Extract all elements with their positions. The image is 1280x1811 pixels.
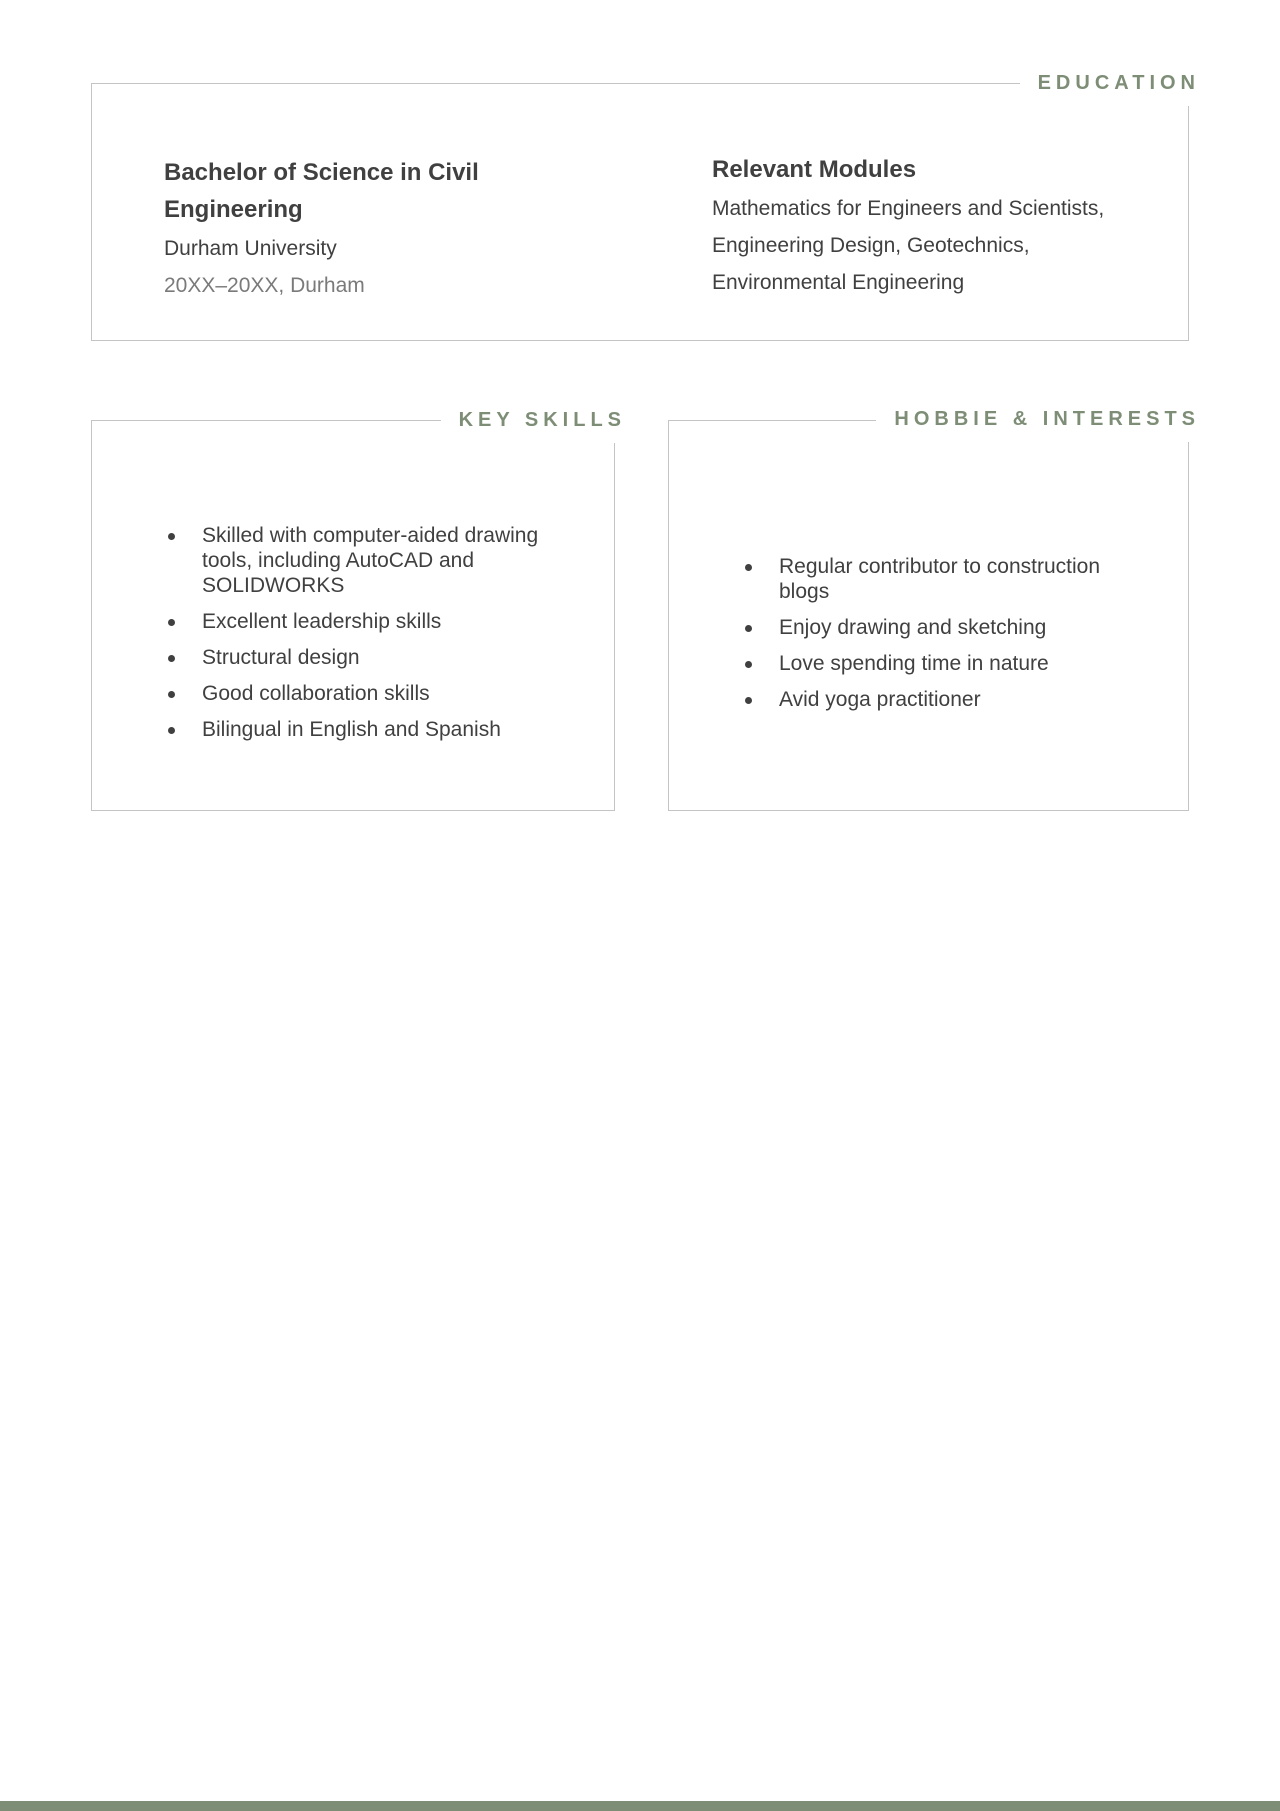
key-skills-heading: KEY SKILLS (441, 409, 626, 443)
key-skills-section (91, 409, 626, 811)
degree-block (164, 156, 544, 304)
degree-title-line-2: Engineering (164, 196, 303, 223)
list-item: Regular contributor to construction blogs (741, 554, 1141, 604)
list-item: Avid yoga practitioner (741, 687, 1141, 712)
list-item: Bilingual in English and Spanish (164, 717, 574, 742)
hobbies-list (741, 554, 1141, 723)
modules-line-3: Environmental Engineering (712, 271, 965, 294)
modules-line-1: Mathematics for Engineers and Scientists, (712, 197, 1105, 220)
list-item: Love spending time in nature (741, 651, 1141, 676)
hobbies-heading: HOBBIE & INTERESTS (876, 408, 1200, 442)
list-item: Excellent leadership skills (164, 609, 574, 634)
education-dates-location: 20XX–20XX, Durham (164, 274, 365, 297)
modules-heading: Relevant Modules (712, 156, 917, 183)
key-skills-list (164, 523, 574, 753)
education-section (91, 72, 1200, 341)
degree-title-line-1: Bachelor of Science in Civil (164, 159, 479, 186)
list-item: Enjoy drawing and sketching (741, 615, 1141, 640)
hobbies-section (668, 408, 1200, 811)
list-item: Structural design (164, 645, 574, 670)
footer-accent-bar (0, 1801, 1280, 1811)
list-item: Skilled with computer-aided drawing tools, including AutoCAD and SOLIDWORKS (164, 523, 574, 598)
list-item: Good collaboration skills (164, 681, 574, 706)
modules-block (712, 154, 1152, 301)
education-heading: EDUCATION (1020, 72, 1200, 106)
university-name: Durham University (164, 237, 337, 260)
modules-line-2: Engineering Design, Geotechnics, (712, 234, 1030, 257)
